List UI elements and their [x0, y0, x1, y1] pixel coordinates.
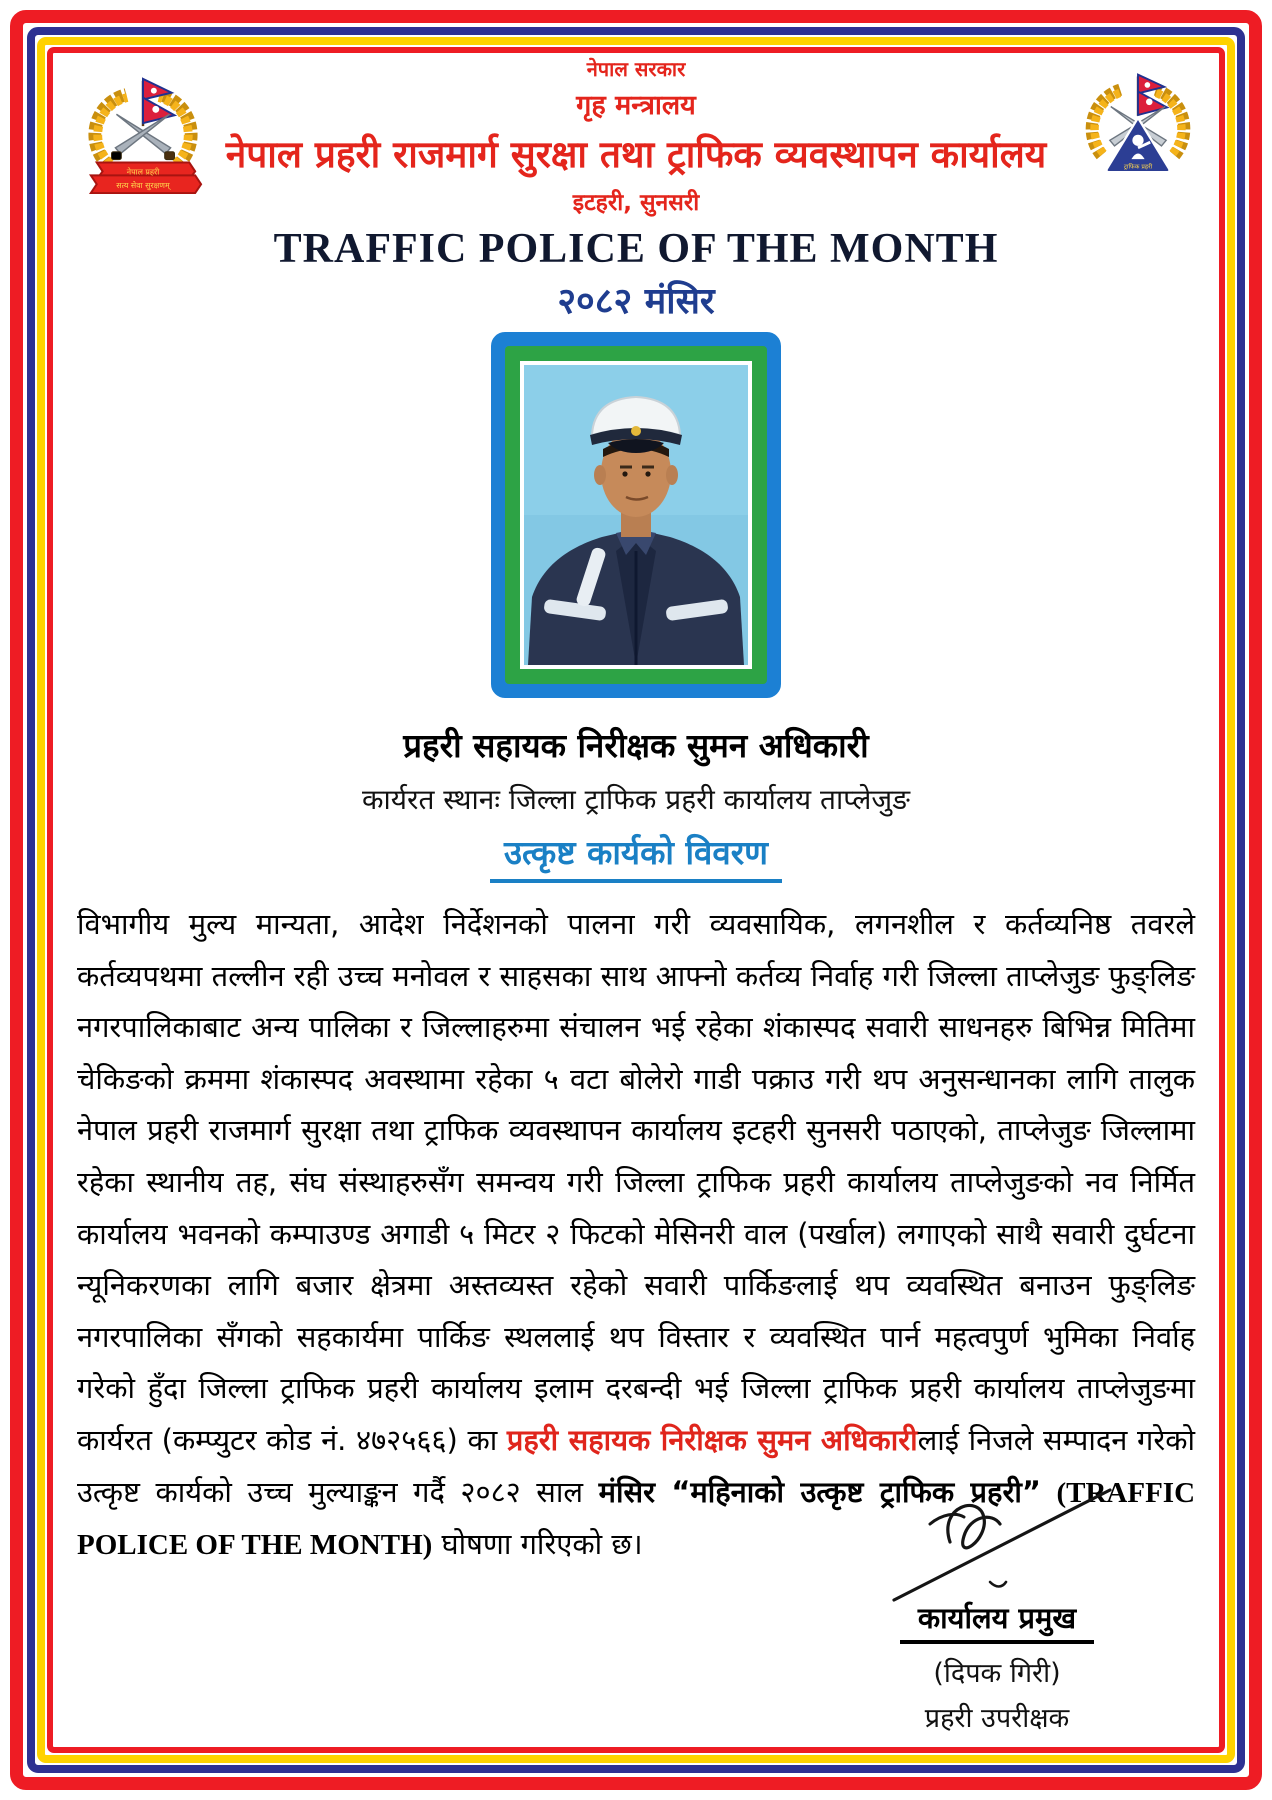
header: [67, 55, 1205, 324]
citation-paragraph: [77, 899, 1195, 1572]
svg-text:सत्य सेवा सुरक्षणम्: सत्य सेवा सुरक्षणम्: [116, 181, 170, 191]
traffic-police-emblem-icon: [1077, 69, 1199, 195]
officer-name: प्रहरी सहायक निरीक्षक सुमन अधिकारी: [403, 726, 869, 765]
officer-portrait: [524, 365, 748, 665]
officer-posting: कार्यरत स्थानः जिल्ला ट्राफिक प्रहरी कार्यालय ताप्लेजुङ: [362, 783, 910, 816]
office-location: इटहरी, सुनसरी: [572, 190, 700, 216]
citation-segment-bold-latin: (TRAFFIC POLICE OF THE MONTH): [77, 1476, 1196, 1562]
svg-text:नेपाल प्रहरी: नेपाल प्रहरी: [126, 167, 160, 177]
award-title: TRAFFIC POLICE OF THE MONTH: [273, 226, 999, 272]
citation-segment-bold: मंसिर “महिनाको उत्कृष्ट ट्राफिक प्रहरी”: [598, 1474, 1041, 1509]
ministry-line: गृह मन्त्रालय: [576, 90, 696, 121]
svg-text:ट्राफिक प्रहरी: ट्राफिक प्रहरी: [1123, 163, 1153, 171]
nepal-police-emblem-icon: [79, 69, 207, 201]
signatory-role: कार्यालय प्रमुख: [900, 1598, 1094, 1644]
signatory-name: (दिपक गिरी): [933, 1658, 1061, 1689]
office-title: नेपाल प्रहरी राजमार्ग सुरक्षा तथा ट्राफिक व्यवस्थापन कार्यालय: [225, 133, 1047, 176]
section-heading: उत्कृष्ट कार्यको विवरण: [490, 829, 782, 883]
officer-photo-frame: [491, 332, 781, 698]
signature-block: [832, 1484, 1162, 1735]
citation-segment-normal: विभागीय मुल्य मान्यता, आदेश निर्देशनको पालना गरी व्यवसायिक, लगनशील र कर्तव्यनिष्ठ तवरले कर्तव्यपथमा तल्लीन रही उच्च मनोवल र साहसका साथ आफ्नो कर्तव्य निर्वाह गरी जिल्ला ताप्लेजुङ फुङ्लिङ नगरपालिकाबाट अन्य पालिका र जिल्लाहरुमा संचालन भई रहेका शंकास्पद सवारी साधनहरु बिभिन्न मितिमा चेकिङको क्रममा शंकास्पद अवस्थामा रहेका ५ वटा बोलेरो गाडी पक्राउ गरी थप अनुसन्धानका लागि तालुक नेपाल प्रहरी राजमार्ग सुरक्षा तथा ट्राफिक व्यवस्थापन कार्यालय इटहरी सुनसरी पठाएको, ताप्लेजुङ जिल्लामा रहेका स्थानीय तह, संघ संस्थाहरुसँग समन्वय गरी जिल्ला ट्राफिक प्रहरी कार्यालय ताप्लेजुङको नव निर्मित कार्यालय भवनको कम्पाउण्ड अगाडी ५ मिटर २ फिटको मेसिनरी वाल (पर्खाल) लगाएको साथै सवारी दुर्घटना न्यूनिकरणका लागि बजार क्षेत्रमा अस्तव्यस्त रहेको सवारी पार्किङलाई थप व्यवस्थित बनाउन फुङ्लिङ नगरपालिका सँगको सहकार्यमा पार्किङ स्थललाई थप विस्तार र व्यवस्थित पार्न महत्वपुर्ण भुमिका निर्वाह गरेको हुँदा जिल्ला ट्राफिक प्रहरी कार्यालय इलाम दरबन्दी भई जिल्ला ट्राफिक प्रहरी कार्यालय ताप्लेजुङमा कार्यरत (कम्प्युटर कोड नं. ४७२५६६) का: [77, 907, 1195, 1458]
certificate-content: [55, 55, 1217, 1745]
citation-segment-normal: लाई निजले सम्पादन गरेको उत्कृष्ट कार्यको उच्च मुल्याङ्कन गर्दै २०८२ साल: [77, 1423, 1195, 1509]
citation-segment-normal: घोषणा गरिएको छ।: [432, 1527, 643, 1562]
officer-photo-inner-frame: [505, 346, 767, 684]
section-heading-wrap: [67, 829, 1205, 883]
signature-icon: [872, 1484, 1122, 1604]
citation-segment-red-bold: प्रहरी सहायक निरीक्षक सुमन अधिकारी: [506, 1423, 918, 1458]
award-period: २०८२ मंसिर: [557, 281, 715, 322]
government-line: नेपाल सरकार: [586, 57, 686, 81]
signatory-rank: प्रहरी उपरीक्षक: [924, 1703, 1070, 1734]
